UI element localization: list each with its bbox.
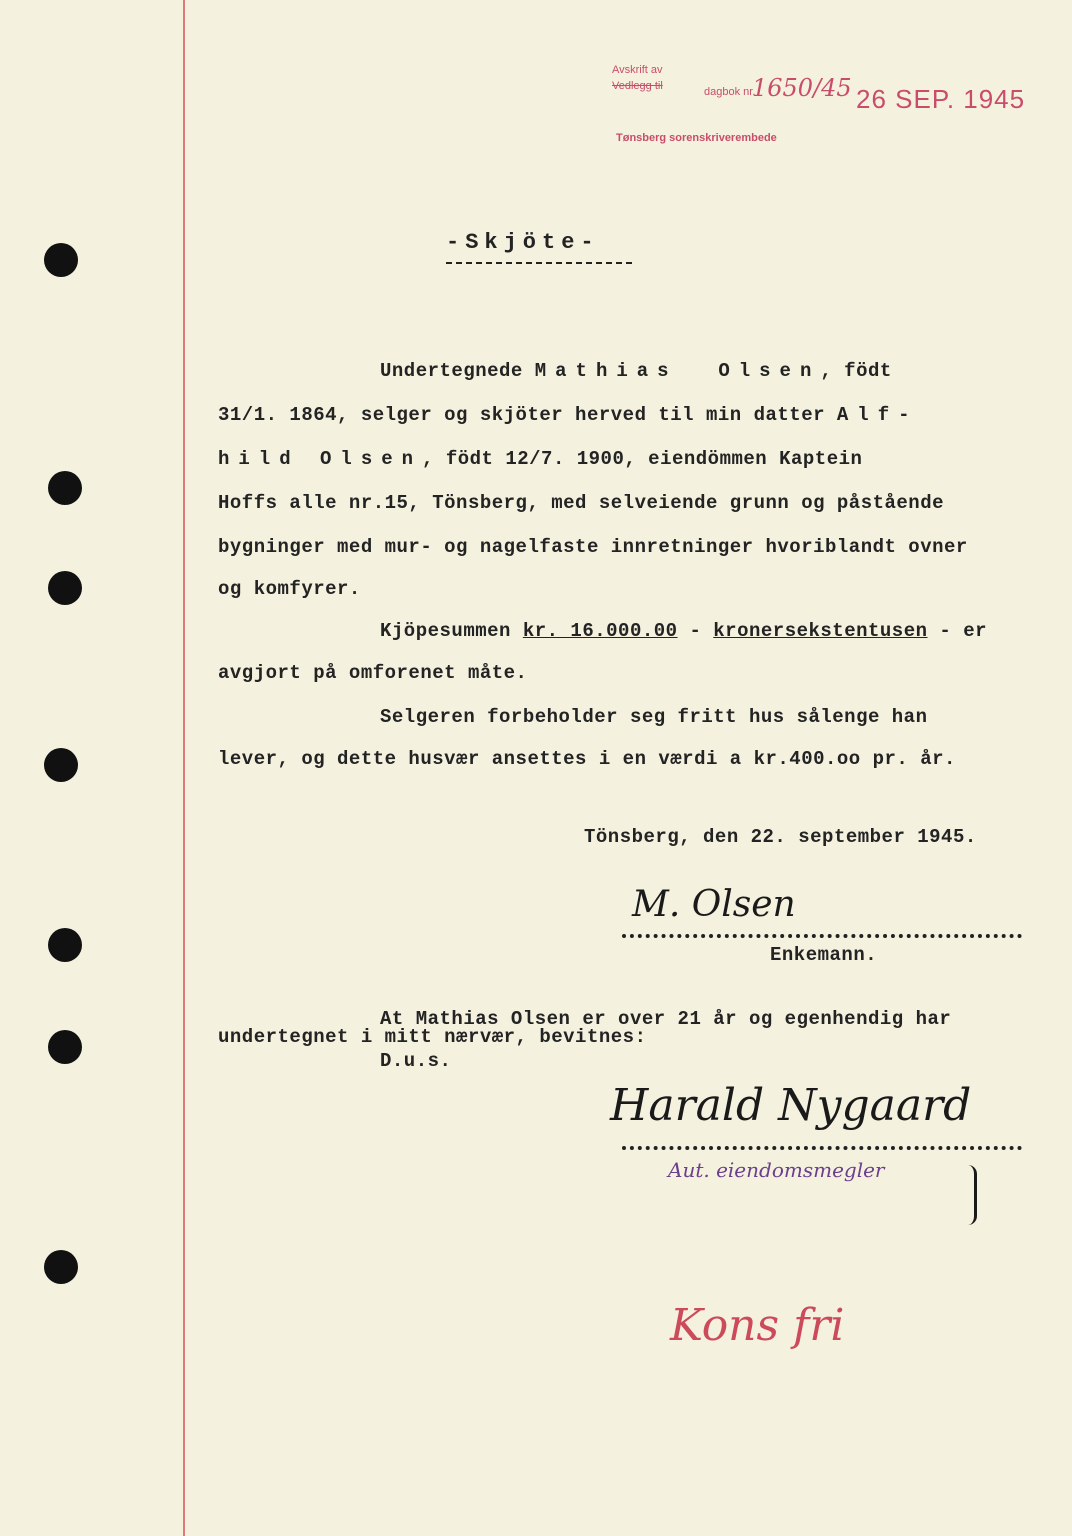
registry-stamp (612, 62, 1032, 152)
witness-signature: Harald Nygaard (610, 1080, 972, 1131)
title-underline (446, 262, 632, 264)
stamp-number: 1650/45 (752, 74, 852, 102)
punch-hole-2 (48, 471, 82, 505)
body-line: og komfyrer. (218, 578, 361, 600)
dus-text: D.u.s. (380, 1050, 452, 1072)
signature-flourish (968, 1165, 977, 1225)
punch-hole-6 (48, 1030, 82, 1064)
body-line: bygninger med mur- og nagelfaste innretninger hvoriblandt ovner (218, 536, 968, 558)
body-line: 31/1. 1864, selger og skjöter herved til min datter Alf- (218, 404, 919, 426)
body-line: Kjöpesummen kr. 16.000.00 - kronersekstentusen - er (380, 620, 988, 642)
purchase-amount: kr. 16.000.00 (522, 620, 678, 642)
seller-signature: M. Olsen (632, 884, 796, 925)
signer-title: Enkemann. (770, 944, 878, 966)
body-line: Selgeren forbeholder seg fritt hus sålenge han (380, 706, 928, 728)
body-line: avgjort på omforenet måte. (218, 662, 528, 684)
stamp-line-2b: dagbok nr. (704, 86, 756, 98)
place-date: Tönsberg, den 22. september 1945. (584, 826, 977, 848)
witness-line-2: undertegnet i mitt nærvær, bevitnes: (218, 1026, 647, 1048)
stamp-line-1: Avskrift av (612, 64, 663, 76)
punch-hole-3 (48, 571, 82, 605)
seller-name: Mathias Olsen (534, 360, 821, 382)
red-margin-line (183, 0, 185, 1536)
handwritten-note: Kons fri (670, 1300, 845, 1351)
signature-line-1 (622, 934, 1022, 938)
punch-hole-7 (44, 1250, 78, 1284)
stamp-line-2: Vedlegg til (612, 80, 663, 92)
stamp-line-3: Tønsberg sorenskriverembede (616, 132, 777, 144)
punch-hole-4 (44, 748, 78, 782)
body-line: Undertegnede Mathias Olsen, födt (380, 360, 892, 382)
body-line: lever, og dette husvær ansettes i en værdi a kr.400.oo pr. år. (218, 748, 956, 770)
document-title: -Skjöte- (446, 230, 600, 255)
stamp-date: 26 SEP. 1945 (856, 84, 1026, 114)
body-line: hild Olsen, födt 12/7. 1900, eiendömmen Kaptein (218, 448, 863, 470)
witness-line-1: At Mathias Olsen er over 21 år og egenhendig har (380, 1008, 952, 1030)
punch-hole-1 (44, 243, 78, 277)
buyer-name: hild Olsen (218, 448, 423, 470)
punch-hole-5 (48, 928, 82, 962)
body-line: Hoffs alle nr.15, Tönsberg, med selveiende grunn og påstående (218, 492, 945, 514)
purchase-amount-words: kronersekstentusen (713, 620, 928, 642)
witness-title-stamp: Aut. eiendomsmegler (668, 1158, 885, 1182)
signature-line-2 (622, 1146, 1022, 1150)
